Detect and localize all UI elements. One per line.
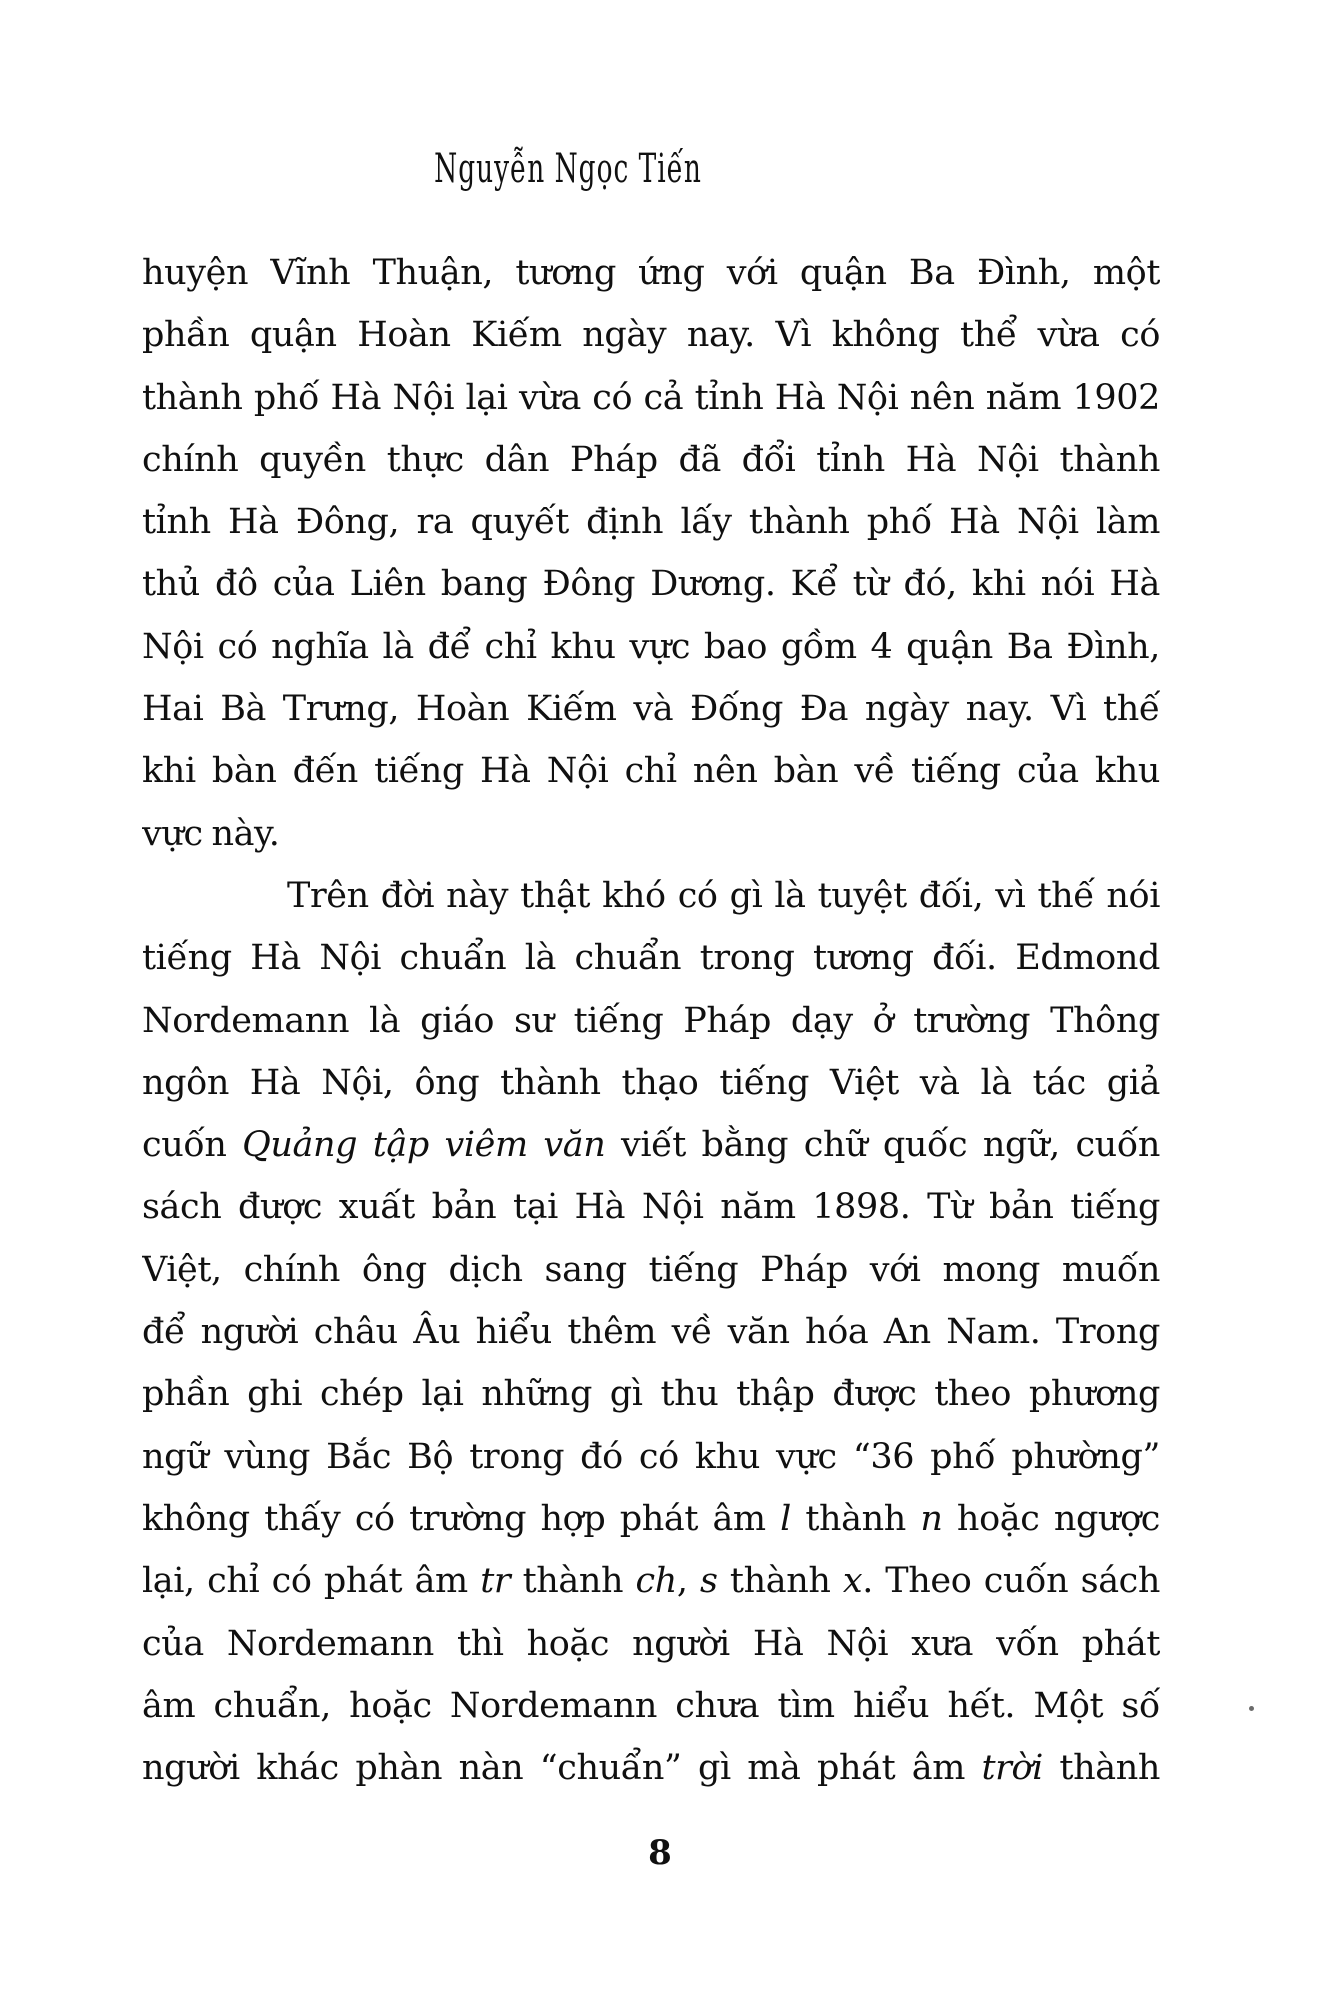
text-line: Nordemann là giáo sư tiếng Pháp dạy ở trường Thông	[142, 1000, 1160, 1041]
text-line: ngôn Hà Nội, ông thành thạo tiếng Việt và là tác giả	[142, 1062, 1160, 1103]
text-line: ngữ vùng Bắc Bộ trong đó có khu vực “36 phố phường”	[142, 1436, 1160, 1477]
text-line: sách được xuất bản tại Hà Nội năm 1898. Từ bản tiếng	[142, 1187, 1160, 1228]
text-line: Trên đời này thật khó có gì là tuyệt đối, vì thế nói	[287, 875, 1160, 916]
text-line: để người châu Âu hiểu thêm về văn hóa An Nam. Trong	[142, 1312, 1160, 1353]
text-line: thủ đô của Liên bang Đông Dương. Kể từ đó, khi nói Hà	[142, 564, 1160, 605]
text-line: huyện Vĩnh Thuận, tương ứng với quận Ba Đình, một	[142, 253, 1160, 293]
text-line: không thấy có trường hợp phát âm l thành n hoặc ngược	[142, 1498, 1160, 1539]
text-line: người khác phàn nàn “chuẩn” gì mà phát âm trời thành	[142, 1748, 1160, 1789]
text-line: âm chuẩn, hoặc Nordemann chưa tìm hiểu hết. Một số	[142, 1685, 1160, 1726]
text-line: lại, chỉ có phát âm tr thành ch, s thành x. Theo cuốn sách	[142, 1561, 1160, 1602]
text-line: tiếng Hà Nội chuẩn là chuẩn trong tương đối. Edmond	[142, 938, 1160, 979]
text-line: Hai Bà Trưng, Hoàn Kiếm và Đống Đa ngày nay. Vì thế	[142, 689, 1160, 730]
scan-artifact-dot	[1249, 1706, 1254, 1711]
text-line: Nội có nghĩa là để chỉ khu vực bao gồm 4 quận Ba Đình,	[142, 626, 1160, 667]
text-line: chính quyền thực dân Pháp đã đổi tỉnh Hà Nội thành	[142, 439, 1160, 480]
text-line: tỉnh Hà Đông, ra quyết định lấy thành phố Hà Nội làm	[142, 502, 1160, 543]
page-number: 8	[648, 1833, 672, 1873]
running-header-author: Nguyễn Ngọc Tiến	[434, 146, 702, 192]
text-line: khi bàn đến tiếng Hà Nội chỉ nên bàn về tiếng của khu	[142, 751, 1160, 792]
text-line: phần ghi chép lại những gì thu thập được theo phương	[142, 1374, 1160, 1415]
text-line: Việt, chính ông dịch sang tiếng Pháp với mong muốn	[142, 1249, 1160, 1290]
text-line: phần quận Hoàn Kiếm ngày nay. Vì không thể vừa có	[142, 315, 1160, 356]
text-line: vực này.	[142, 813, 280, 854]
text-line: của Nordemann thì hoặc người Hà Nội xưa vốn phát	[142, 1623, 1160, 1664]
text-line: cuốn Quảng tập viêm văn viết bằng chữ quốc ngữ, cuốn	[142, 1125, 1160, 1166]
text-line: thành phố Hà Nội lại vừa có cả tỉnh Hà Nội nên năm 1902	[142, 377, 1160, 418]
page-body	[142, 242, 1160, 1799]
